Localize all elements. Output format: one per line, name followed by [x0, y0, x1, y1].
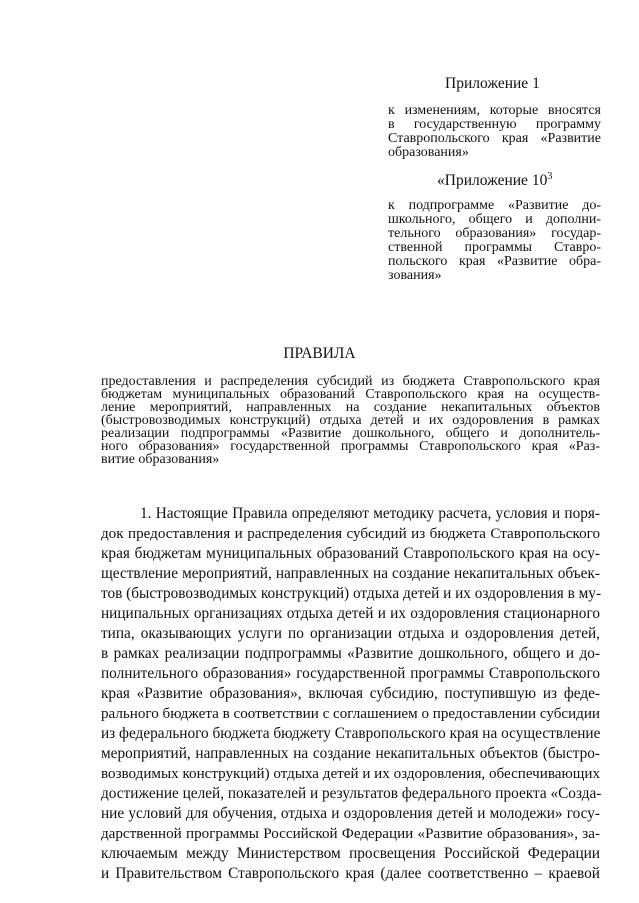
body-line: рального бюджета в соответствии с соглашением о предоставлении субсидии — [101, 706, 600, 722]
body-line: док предоставления и распределения субсидий из бюджета Ставропольского — [101, 526, 600, 542]
body-line: ние условий для обучения, отдыха и оздоровления детей и молодежи» госу- — [101, 805, 600, 822]
sub-appendix-line: школьного, общего и дополни- — [388, 212, 601, 227]
subheading-line: реализации подпрограммы «Развитие дошкольного, общего и дополнитель- — [101, 426, 600, 441]
subheading-line: ного образования» государственной программы Ставропольского края «Раз- — [101, 439, 600, 454]
sub-appendix-line: к подпрограмме «Развитие до- — [388, 198, 601, 213]
appendix-line: образования» — [388, 145, 469, 160]
appendix-title: Приложение 1 — [445, 75, 540, 92]
body-line: типа, оказывающих услуги по организации отдыха и оздоровления детей, — [101, 625, 600, 642]
sub-appendix-title-superscript: 3 — [547, 171, 553, 182]
body-line: ключаемым между Министерством просвещения Российской Федерации — [101, 845, 600, 862]
appendix-line: Ставропольского края «Развитие — [388, 131, 601, 146]
sub-appendix-line: зования» — [388, 268, 442, 283]
subheading-line: (быстровозводимых конструкций) отдыха детей и их оздоровления в рамках — [101, 413, 600, 428]
body-line: в рамках реализации подпрограммы «Развитие дошкольного, общего и до- — [101, 645, 600, 662]
body-line: ществление мероприятий, направленных на создание некапитальных объек- — [101, 565, 600, 582]
body-line: дарственной программы Российской Федерации «Развитие образования», за- — [101, 826, 600, 842]
sub-appendix-title — [437, 172, 552, 190]
body-line: края «Развитие образования», включая субсидию, поступившую из феде- — [101, 685, 600, 702]
body-line: и Правительством Ставропольского края (далее соответственно – краевой — [101, 865, 600, 882]
body-line: 1. Настоящие Правила определяют методику расчета, условия и поря- — [140, 505, 600, 522]
appendix-line: к изменениям, которые вносятся — [388, 103, 601, 118]
sub-appendix-title-text: «Приложение 10 — [437, 172, 548, 189]
body-line: полнительного образования» государственной программы Ставропольского — [101, 665, 600, 682]
subheading-line: предоставления и распределения субсидий из бюджета Ставропольского края — [101, 374, 600, 389]
sub-appendix-line: тельного образования» государ- — [388, 226, 601, 241]
body-line: тов (быстровозводимых конструкций) отдыха детей и их оздоровления в му- — [101, 585, 602, 602]
sub-appendix-line: польского края «Развитие обра- — [388, 254, 601, 269]
subheading-line: бюджетам муниципальных образований Ставропольского края на осуществ- — [101, 387, 600, 402]
body-line: ниципальных организациях отдыха детей и их оздоровления стационарного — [101, 605, 600, 622]
sub-appendix-line: ственной программы Ставро- — [388, 240, 601, 255]
document-heading: ПРАВИЛА — [283, 345, 356, 362]
subheading-line: ление мероприятий, направленных на создание некапитальных объектов — [101, 400, 600, 415]
body-line: из федерального бюджета бюджету Ставропольского края на осуществление — [101, 725, 601, 742]
body-line: достижение целей, показателей и результатов федерального проекта «Созда- — [101, 785, 602, 802]
body-line: края бюджетам муниципальных образований Ставропольского края на осу- — [101, 545, 600, 562]
subheading-line: витие образования» — [101, 452, 220, 467]
appendix-line: в государственную программу — [388, 117, 601, 132]
body-line: мероприятий, направленных на создание некапитальных объектов (быстро- — [101, 745, 600, 762]
body-line: возводимых конструкций) отдыха детей и их оздоровления, обеспечивающих — [101, 766, 600, 782]
